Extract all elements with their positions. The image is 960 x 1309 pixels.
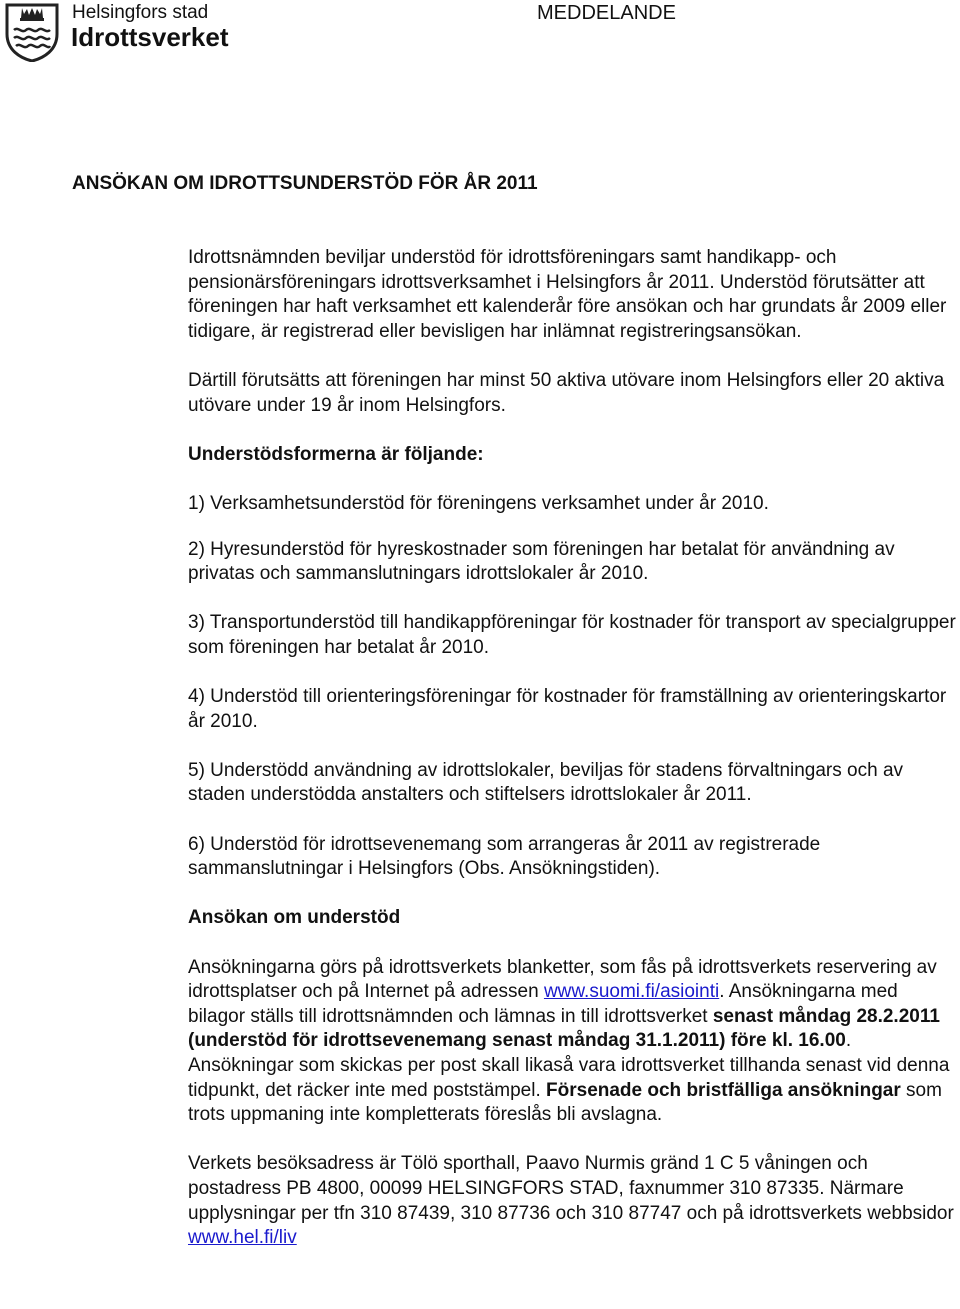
application-heading: Ansökan om understöd (188, 907, 401, 929)
helsinki-crest-icon (4, 2, 60, 62)
application-paragraph (188, 956, 958, 1128)
application-text: Ansökningarna görs på idrottsverkets blanketter, som fås på idrottsverkets reservering av idrottsplatser och på Internet på adressen (188, 956, 937, 1003)
form-item: 3) Transportunderstöd till handikappföreningar för kostnader för transport av specialgrupper som föreningen har betalat år 2010. (188, 612, 956, 658)
late-applications-text: Försenade och bristfälliga ansökningar (546, 1079, 901, 1101)
asiointi-link[interactable]: www.suomi.fi/asiointi (543, 981, 720, 1003)
application-text: . Ansökningar som skickas per post skall likaså vara idrottsverket tillhanda senast vid denna tidpunkt, det räcker inte med poststämpel. (188, 1030, 950, 1101)
application-text: som trots uppmaning inte kompletterats föreslås bli avslagna. (188, 1079, 942, 1126)
deadline-text: senast måndag 28.2.2011 (understöd för idrottsevenemang senast måndag 31.1.2011) före kl. 16.00 (188, 1005, 940, 1052)
forms-heading: Understödsformerna är följande: (188, 443, 484, 465)
form-item: 5) Understödd användning av idrottslokaler, beviljas för stadens förvaltningars och av staden understödda anstalters och stiftelsers idrottslokaler år 2011. (188, 759, 904, 806)
form-item: 4) Understöd till orienteringsföreningar för kostnader för framställning av orienteringskartor år 2010. (188, 686, 947, 732)
organization-logo (2, 0, 262, 64)
document-body (188, 246, 958, 1251)
organization-city: Helsingfors stad (72, 2, 209, 23)
contact-text: Verkets besöksadress är Tölö sporthall, Paavo Nurmis gränd 1 C 5 våningen och postadress PB 4800, 00099 HELSINGFORS STAD, faxnummer 310 87335. Närmare upplysningar per tfn 310 87439, 310 87736 och 310 87747 och på idrottsverkets webbsidor (188, 1153, 954, 1224)
application-text: . (719, 981, 725, 1003)
contact-paragraph (188, 1152, 958, 1250)
document-type: MEDDELANDE (537, 2, 676, 24)
webpage-link[interactable]: www.hel.fi/liv (188, 1227, 297, 1249)
form-item: 1) Verksamhetsunderstöd för föreningens verksamhet under år 2010. (188, 492, 769, 514)
document-title: ANSÖKAN OM IDROTTSUNDERSTÖD FÖR ÅR 2011 (72, 173, 538, 194)
organization-department: Idrottsverket (71, 22, 229, 52)
requirement-paragraph: Därtill förutsätts att föreningen har minst 50 aktiva utövare inom Helsingfors eller 20 aktiva utövare under 19 år inom Helsingfors. (188, 369, 945, 416)
form-item: 2) Hyresunderstöd för hyreskostnader som föreningen har betalat för användning av privatas och sammanslutningars idrottslokaler år 2010. (188, 538, 895, 585)
form-item: 6) Understöd för idrottsevenemang som arrangeras år 2011 av registrerade sammanslutningar i Helsingfors (Obs. Ansökningstiden). (188, 833, 821, 880)
intro-paragraph: Idrottsnämnden beviljar understöd för idrottsföreningars samt handikapp- och pensionärsföreningars idrottsverksamhet i Helsingfors år 2011. Understöd förutsätter att föreningen har haft verksamhet ett kalenderår före ansökan och har grundats år 2009 eller tidigare, är registrerad eller bevisligen har inlämnat registreringsansökan. (188, 247, 947, 342)
application-text: Ansökningarna med bilagor ställs till idrottsnämnden och lämnas in till idrottsverket (188, 981, 898, 1027)
